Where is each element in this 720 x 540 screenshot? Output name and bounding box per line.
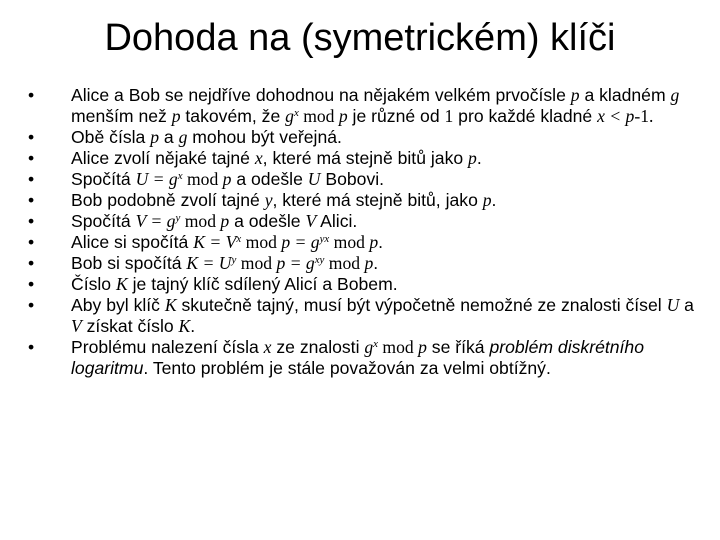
text-run: takovém, že <box>180 106 286 126</box>
text-run: ze znalosti <box>271 337 365 357</box>
bullet-item <box>28 253 698 274</box>
text-run: získat číslo <box>81 316 179 336</box>
math-symbol: x <box>254 148 263 168</box>
math-symbol: V = g <box>135 211 176 231</box>
bullet-dot: • <box>28 337 35 357</box>
math-symbol: V <box>305 211 317 231</box>
text-run: . <box>476 148 482 168</box>
bullet-item <box>28 190 698 211</box>
math-symbol: K <box>178 316 191 336</box>
text-run: Obě čísla <box>71 127 151 147</box>
text-run: mod <box>180 211 221 231</box>
math-symbol: p <box>222 169 232 189</box>
math-symbol: V <box>71 316 82 336</box>
math-symbol: p <box>369 232 379 252</box>
bullet-item <box>28 211 698 232</box>
exponent: x <box>293 107 299 119</box>
text-run: , které má stejně bitů, jako <box>272 190 483 210</box>
text-run: a kladném <box>579 85 671 105</box>
text-run: a <box>159 127 179 147</box>
math-symbol: p <box>364 253 374 273</box>
text-run: . Tento problém je stále považován za velmi obtížný. <box>143 358 551 378</box>
text-run: mod <box>241 232 282 252</box>
text-run: Alice zvolí nějaké tajné <box>71 148 255 168</box>
math-symbol: p <box>468 148 477 168</box>
bullet-list <box>28 85 698 379</box>
text-run: mod <box>236 253 277 273</box>
text-run: mod <box>378 337 419 357</box>
text-run: Spočítá <box>71 169 136 189</box>
bullet-dot: • <box>28 232 35 252</box>
bullet-item <box>28 232 698 253</box>
text-run: Číslo <box>71 274 116 294</box>
bullet-item <box>28 337 698 379</box>
text-run: menším než <box>71 106 172 126</box>
math-symbol: g <box>364 337 374 357</box>
text-run: Bobovi. <box>320 169 385 189</box>
text-run: a <box>679 295 694 315</box>
text-run: , které má stejně bitů jako <box>262 148 469 168</box>
bullet-dot: • <box>28 85 35 105</box>
math-symbol: g <box>178 127 188 147</box>
bullet-dot: • <box>28 169 35 189</box>
exponent: y <box>175 212 181 224</box>
text-run: Bob podobně zvolí tajné <box>71 190 265 210</box>
math-symbol: x < p <box>597 106 635 126</box>
bullet-dot: • <box>28 190 35 210</box>
math-symbol: p <box>150 127 160 147</box>
text-run: mohou být veřejná. <box>187 127 342 147</box>
text-run: mod <box>329 232 370 252</box>
text-run: Alice a Bob se nejdříve dohodnou na nějakém velkém prvočísle <box>71 85 571 105</box>
math-symbol: K <box>164 295 177 315</box>
exponent: xy <box>314 254 325 266</box>
text-run: mod <box>182 169 223 189</box>
emphasis-text: problém diskrétního logaritmu <box>71 337 644 378</box>
math-symbol: p <box>570 85 580 105</box>
exponent: yx <box>319 233 330 245</box>
math-symbol: p <box>418 337 427 357</box>
math-symbol: K = U <box>186 253 232 273</box>
bullet-dot: • <box>28 295 35 315</box>
math-symbol: x <box>263 337 272 357</box>
bullet-dot: • <box>28 211 35 231</box>
math-symbol: K <box>115 274 128 294</box>
bullet-dot: • <box>28 127 35 147</box>
text-run: se říká <box>426 337 490 357</box>
math-symbol: U <box>307 169 321 189</box>
math-symbol: p = g <box>281 232 320 252</box>
math-symbol: y <box>264 190 273 210</box>
bullet-item <box>28 127 698 148</box>
text-run: a odešle <box>229 211 306 231</box>
text-run: Aby byl klíč <box>71 295 165 315</box>
bullet-item <box>28 169 698 190</box>
math-symbol: U = g <box>135 169 178 189</box>
math-symbol: g <box>670 85 680 105</box>
text-run: . <box>373 253 379 273</box>
text-run: je různé od <box>347 106 445 126</box>
slide-title: Dohoda na (symetrickém) klíči <box>104 17 616 59</box>
text-run: Spočítá <box>71 211 136 231</box>
text-run: Bob si spočítá <box>71 253 187 273</box>
text-run: mod <box>324 253 365 273</box>
text-run: Alice si spočítá <box>71 232 194 252</box>
math-symbol: p <box>482 190 492 210</box>
text-run: . <box>491 190 497 210</box>
exponent: x <box>236 233 242 245</box>
text-run: skutečně tajný, musí být výpočetně nemožné ze znalosti čísel <box>176 295 667 315</box>
bullet-item <box>28 85 698 127</box>
text-run: pro každé kladné <box>453 106 598 126</box>
text-run: je tajný klíč sdílený Alicí a Bobem. <box>127 274 398 294</box>
text-run: . <box>378 232 384 252</box>
math-symbol: p <box>338 106 348 126</box>
text-run: Alici. <box>316 211 358 231</box>
bullet-item <box>28 148 698 169</box>
exponent: y <box>231 254 237 266</box>
math-symbol: p = g <box>276 253 315 273</box>
math-symbol: p <box>220 211 230 231</box>
bullet-item <box>28 274 698 295</box>
bullet-dot: • <box>28 148 35 168</box>
text-run: . <box>190 316 196 336</box>
math-symbol: p <box>171 106 181 126</box>
text-run: Problému nalezení čísla <box>71 337 264 357</box>
math-symbol: g <box>285 106 294 126</box>
text-run: mod <box>298 106 339 126</box>
exponent: x <box>177 170 183 182</box>
bullet-dot: • <box>28 253 35 273</box>
text-run: a odešle <box>231 169 308 189</box>
exponent: x <box>373 338 379 350</box>
math-symbol: U <box>666 295 680 315</box>
text-run: -1. <box>634 106 654 126</box>
bullet-item <box>28 295 698 337</box>
bullet-dot: • <box>28 274 35 294</box>
text-run: 1 <box>444 106 454 126</box>
math-symbol: K = V <box>193 232 237 252</box>
